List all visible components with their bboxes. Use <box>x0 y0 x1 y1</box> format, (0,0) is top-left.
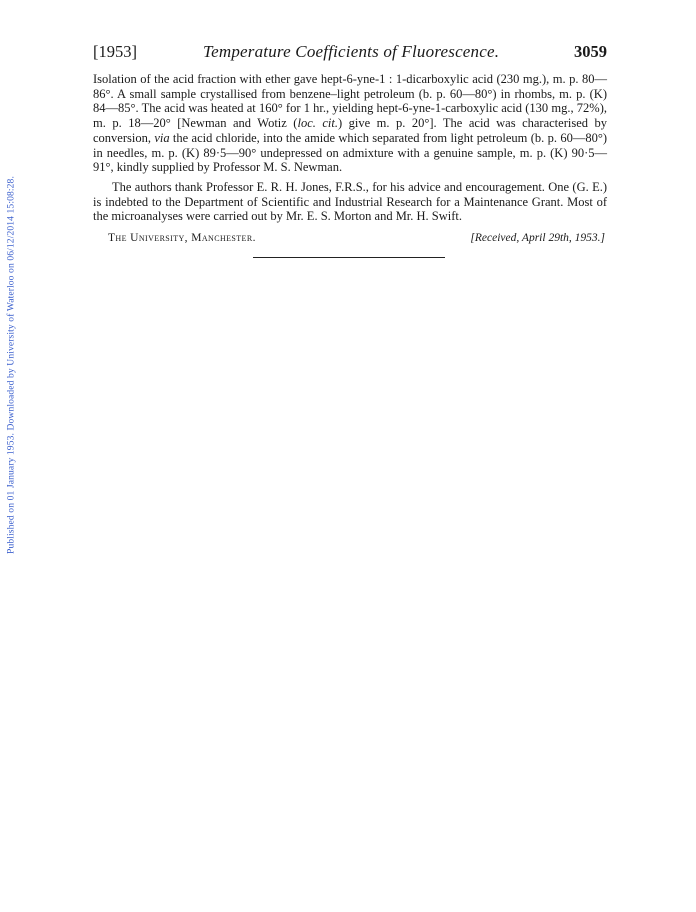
paragraph-experimental-part3: the acid chloride, into the amide which separated from light petroleum (b. p. 60—80°) in needles, m. p. (K) 89·5—90° undepressed on admixture with a genuine sample, m. p. (K) 90·5—91°, kindly supplied by Professor M. S. Newman. <box>93 130 607 175</box>
end-rule-divider <box>253 257 445 258</box>
download-watermark <box>1 150 21 580</box>
paragraph-experimental <box>93 72 607 175</box>
article-footer <box>93 231 607 247</box>
page-header <box>93 42 607 66</box>
download-watermark-text: Published on 01 January 1953. Downloaded by University of Waterloo on 06/12/2014 15:08:28. <box>5 176 17 554</box>
paragraph-experimental-part2: ) give m. p. 20°]. The acid was characterised by conversion, <box>93 116 607 145</box>
page-number: 3059 <box>574 42 607 61</box>
received-date: [Received, April 29th, 1953.] <box>470 232 605 245</box>
running-title: Temperature Coefficients of Fluorescence. <box>203 42 500 61</box>
article-body <box>93 72 607 247</box>
paragraph-experimental-part1: Isolation of the acid fraction with ether gave hept-6-yne-1 : 1-dicarboxylic acid (230 mg.), m. p. 80—86°. A small sample crystallised from benzene–light petroleum (b. p. 60—80°) in rhombs, m. p. (K) 84—85°. The acid was heated at 160° for 1 hr., yielding hept-6-yne-1-carboxylic acid (130 mg., 72%), m. p. 18—20° [Newman and Wotiz ( <box>93 72 607 131</box>
affiliation: The University, Manchester. <box>108 232 256 245</box>
via-italic: via <box>154 130 170 145</box>
journal-year: [1953] <box>93 42 137 61</box>
loc-cit-italic: loc. cit. <box>297 116 338 131</box>
paragraph-acknowledgements: The authors thank Professor E. R. H. Jones, F.R.S., for his advice and encouragement. One (G. E.) is indebted to the Department of Scientific and Industrial Research for a Maintenance Grant. Most of the microanalyses were carried out by Mr. E. S. Morton and Mr. H. Swift. <box>93 179 607 224</box>
